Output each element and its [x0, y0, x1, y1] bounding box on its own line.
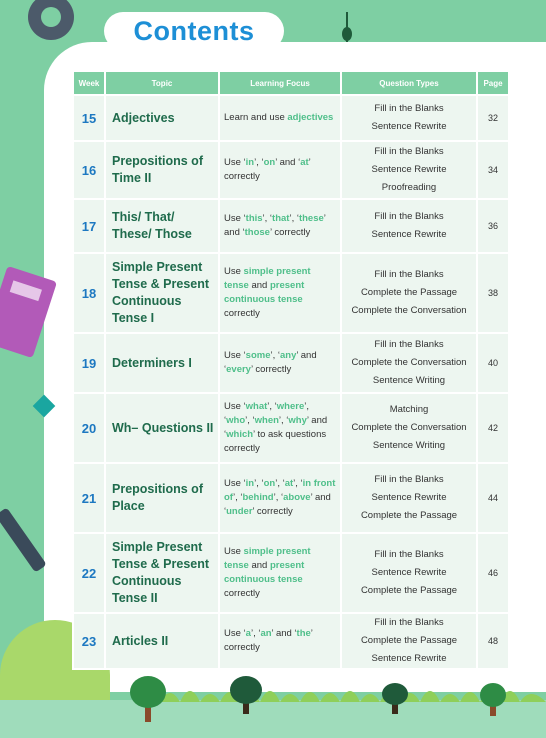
week-cell: 17 — [73, 199, 105, 253]
question-types-cell — [341, 393, 477, 463]
header-learning-focus: Learning Focus — [219, 71, 341, 95]
header-topic: Topic — [105, 71, 219, 95]
question-type: Complete the Passage — [360, 287, 458, 298]
tree-icon — [128, 672, 168, 722]
focus-keyword: present continuous tense — [224, 280, 305, 305]
week-cell: 18 — [73, 253, 105, 333]
focus-text: ’ and ‘ — [224, 415, 328, 440]
focus-text: ’ correctly — [269, 227, 311, 238]
question-types-cell — [341, 141, 477, 199]
contents-table — [72, 70, 510, 670]
learning-focus-cell — [219, 613, 341, 669]
focus-keyword: a — [245, 628, 251, 639]
question-type: Complete the Passage — [360, 635, 458, 646]
focus-keyword: every — [226, 364, 251, 375]
focus-text: ’, ‘ — [262, 213, 273, 224]
question-type: Fill in the Blanks — [374, 269, 444, 280]
focus-text: ’ correctly — [250, 364, 292, 375]
focus-keyword: above — [283, 492, 311, 503]
focus-text: correctly — [224, 588, 260, 599]
focus-text: ’, ‘ — [254, 157, 264, 168]
focus-text: ’ correctly — [252, 506, 293, 517]
page-cell: 38 — [477, 253, 509, 333]
question-type: Fill in the Blanks — [374, 103, 444, 114]
focus-text: ’, ‘ — [254, 478, 264, 489]
ground — [0, 700, 546, 738]
focus-keyword: adjectives — [287, 112, 334, 123]
page-cell: 34 — [477, 141, 509, 199]
question-types-cell — [341, 199, 477, 253]
page-cell: 32 — [477, 95, 509, 141]
topic-cell: This/ That/ These/ Those — [105, 199, 219, 253]
table-row — [73, 463, 509, 533]
question-type: Fill in the Blanks — [374, 617, 444, 628]
question-type: Complete the Conversation — [351, 357, 467, 368]
focus-text: Use ‘ — [224, 401, 246, 412]
focus-keyword: any — [279, 350, 297, 361]
question-type: Complete the Passage — [360, 510, 458, 521]
question-type: Proofreading — [381, 182, 437, 193]
topic-cell: Articles II — [105, 613, 219, 669]
question-type: Fill in the Blanks — [374, 474, 444, 485]
page-cell: 48 — [477, 613, 509, 669]
topic-cell: Simple Present Tense & Present Continuous Tense II — [105, 533, 219, 613]
focus-text: ’, ‘ — [278, 415, 289, 426]
question-type: Sentence Rewrite — [371, 567, 447, 578]
tree-icon — [228, 674, 264, 714]
question-type: Sentence Rewrite — [371, 653, 447, 664]
week-cell: 20 — [73, 393, 105, 463]
question-type: Sentence Rewrite — [371, 164, 447, 175]
question-type: Sentence Rewrite — [371, 121, 447, 132]
question-type: Fill in the Blanks — [374, 549, 444, 560]
focus-text: ’, ‘ — [293, 478, 303, 489]
table-row — [73, 613, 509, 669]
focus-text: Use ‘ — [224, 628, 246, 639]
question-types-cell — [341, 333, 477, 393]
question-type: Complete the Conversation — [351, 422, 467, 433]
topic-cell: Adjectives — [105, 95, 219, 141]
focus-text: ’, ‘ — [245, 415, 255, 426]
focus-text: ’ and ‘ — [271, 628, 297, 639]
header-page: Page — [477, 71, 509, 95]
question-type: Fill in the Blanks — [374, 211, 444, 222]
page-cell: 46 — [477, 533, 509, 613]
focus-keyword: simple present tense — [224, 546, 311, 571]
question-type: Sentence Writing — [372, 440, 446, 451]
learning-focus-cell — [219, 95, 341, 141]
focus-text: ’, ‘ — [273, 492, 284, 503]
focus-text: ’, ‘ — [267, 401, 277, 412]
question-type: Complete the Passage — [360, 585, 458, 596]
tree-icon — [478, 682, 508, 716]
focus-keyword: the — [296, 628, 311, 639]
focus-text: and — [248, 280, 270, 291]
page-cell: 42 — [477, 393, 509, 463]
question-types-cell — [341, 463, 477, 533]
question-type: Complete the Conversation — [351, 305, 467, 316]
focus-text: ’ correctly — [224, 157, 311, 182]
focus-keyword: which — [226, 429, 254, 440]
question-type: Sentence Rewrite — [371, 492, 447, 503]
focus-keyword: at — [300, 157, 309, 168]
table-row — [73, 253, 509, 333]
focus-text: Use ‘ — [224, 157, 246, 168]
week-cell: 15 — [73, 95, 105, 141]
focus-text: Use ‘ — [224, 478, 246, 489]
page-title: Contents — [104, 12, 284, 50]
tree-icon — [380, 682, 410, 714]
focus-keyword: at — [284, 478, 294, 489]
focus-keyword: in front of — [224, 478, 336, 503]
focus-text: ’ and ‘ — [224, 350, 317, 375]
learning-focus-cell — [219, 141, 341, 199]
question-types-cell — [341, 613, 477, 669]
focus-text: ’ and ‘ — [275, 157, 301, 168]
focus-keyword: present continuous tense — [224, 560, 305, 585]
table-row — [73, 533, 509, 613]
week-cell: 23 — [73, 613, 105, 669]
question-type: Fill in the Blanks — [374, 339, 444, 350]
focus-keyword: what — [245, 401, 268, 412]
question-types-cell — [341, 95, 477, 141]
focus-keyword: on — [263, 157, 276, 168]
page-cell: 36 — [477, 199, 509, 253]
focus-text: ’ and ‘ — [224, 213, 326, 238]
table-row — [73, 141, 509, 199]
question-type: Sentence Rewrite — [371, 229, 447, 240]
focus-text: ’ correctly — [224, 628, 313, 653]
learning-focus-cell — [219, 393, 341, 463]
focus-text: Use — [224, 546, 244, 557]
question-types-cell — [341, 533, 477, 613]
focus-keyword: where — [276, 401, 305, 412]
table-row — [73, 333, 509, 393]
focus-text: ’ to ask questions correctly — [224, 429, 327, 454]
learning-focus-cell — [219, 533, 341, 613]
focus-keyword: some — [245, 350, 271, 361]
page-cell: 44 — [477, 463, 509, 533]
leaf-icon — [340, 12, 354, 42]
week-cell: 21 — [73, 463, 105, 533]
topic-cell: Prepositions of Place — [105, 463, 219, 533]
focus-keyword: that — [272, 213, 290, 224]
focus-text: ’, ‘ — [224, 401, 310, 426]
table-row — [73, 393, 509, 463]
question-type: Fill in the Blanks — [374, 146, 444, 157]
gear-icon — [28, 0, 74, 40]
table-row — [73, 199, 509, 253]
focus-text: ’, ‘ — [289, 213, 299, 224]
learning-focus-cell — [219, 463, 341, 533]
topic-cell: Determiners I — [105, 333, 219, 393]
page-cell: 40 — [477, 333, 509, 393]
pen-icon — [0, 507, 47, 572]
topic-cell: Wh– Questions II — [105, 393, 219, 463]
week-cell: 22 — [73, 533, 105, 613]
focus-text: and — [248, 560, 270, 571]
week-cell: 19 — [73, 333, 105, 393]
focus-text: ’, ‘ — [275, 478, 285, 489]
focus-text: ’, ‘ — [232, 492, 243, 503]
table-row — [73, 95, 509, 141]
focus-keyword: an — [260, 628, 272, 639]
topic-cell: Prepositions of Time II — [105, 141, 219, 199]
focus-keyword: behind — [242, 492, 274, 503]
focus-text: ’, ‘ — [250, 628, 261, 639]
learning-focus-cell — [219, 333, 341, 393]
header-question-types: Question Types — [341, 71, 477, 95]
focus-keyword: these — [298, 213, 324, 224]
focus-keyword: in — [245, 478, 255, 489]
focus-keyword: why — [288, 415, 307, 426]
question-type: Matching — [389, 404, 429, 415]
week-cell: 16 — [73, 141, 105, 199]
focus-keyword: simple present tense — [224, 266, 311, 291]
header-week: Week — [73, 71, 105, 95]
table-header-row — [73, 71, 509, 95]
focus-text: ’, ‘ — [270, 350, 280, 361]
question-types-cell — [341, 253, 477, 333]
focus-keyword: those — [244, 227, 270, 238]
focus-keyword: who — [226, 415, 246, 426]
focus-keyword: when — [254, 415, 279, 426]
focus-text: correctly — [224, 308, 260, 319]
focus-keyword: under — [226, 506, 253, 517]
topic-cell: Simple Present Tense & Present Continuous Tense I — [105, 253, 219, 333]
focus-keyword: this — [245, 213, 263, 224]
focus-keyword: in — [245, 157, 255, 168]
focus-text: Use ‘ — [224, 213, 246, 224]
focus-keyword: on — [263, 478, 276, 489]
focus-text: Learn and use — [224, 112, 288, 123]
learning-focus-cell — [219, 199, 341, 253]
question-type: Sentence Writing — [372, 375, 446, 386]
focus-text: Use ‘ — [224, 350, 246, 361]
learning-focus-cell — [219, 253, 341, 333]
focus-text: Use — [224, 266, 244, 277]
focus-text: ’ and ‘ — [224, 492, 331, 517]
